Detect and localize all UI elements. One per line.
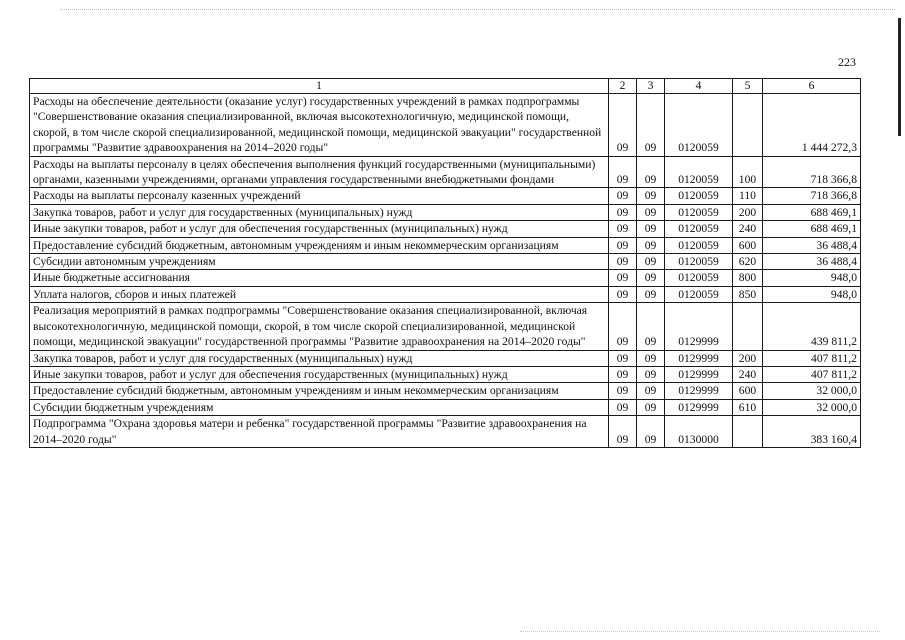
scan-artifact-bottom — [520, 631, 880, 632]
row-amount: 948,0 — [763, 270, 861, 286]
row-expense-type — [733, 303, 763, 350]
row-expense-type: 610 — [733, 399, 763, 415]
row-amount: 718 366,8 — [763, 156, 861, 188]
table-row — [30, 204, 861, 220]
scan-edge-mark — [898, 18, 901, 136]
row-name: Расходы на выплаты персоналу в целях обеспечения выполнения функций государственными (муниципальными) органами, казенными учреждениями, органами управления государственными внебюджетными фондами — [30, 156, 609, 188]
budget-table — [29, 78, 861, 448]
row-target-code: 0120059 — [665, 188, 733, 204]
row-target-code: 0129999 — [665, 303, 733, 350]
row-amount: 688 469,1 — [763, 204, 861, 220]
table-row — [30, 254, 861, 270]
table-row — [30, 188, 861, 204]
table-row — [30, 94, 861, 157]
row-target-code: 0120059 — [665, 156, 733, 188]
row-subsection: 09 — [637, 399, 665, 415]
row-subsection: 09 — [637, 254, 665, 270]
row-section: 09 — [609, 204, 637, 220]
row-amount: 948,0 — [763, 286, 861, 302]
row-name: Иные закупки товаров, работ и услуг для обеспечения государственных (муниципальных) нужд — [30, 221, 609, 237]
row-expense-type: 850 — [733, 286, 763, 302]
row-amount: 32 000,0 — [763, 383, 861, 399]
row-section: 09 — [609, 156, 637, 188]
table-row — [30, 286, 861, 302]
column-header: 5 — [733, 79, 763, 94]
row-section: 09 — [609, 188, 637, 204]
row-section: 09 — [609, 237, 637, 253]
row-name: Закупка товаров, работ и услуг для государственных (муниципальных) нужд — [30, 350, 609, 366]
row-expense-type: 240 — [733, 366, 763, 382]
row-section: 09 — [609, 254, 637, 270]
row-subsection: 09 — [637, 270, 665, 286]
row-expense-type: 110 — [733, 188, 763, 204]
column-header: 3 — [637, 79, 665, 94]
table-row — [30, 156, 861, 188]
row-expense-type — [733, 94, 763, 157]
table-row — [30, 237, 861, 253]
row-expense-type: 240 — [733, 221, 763, 237]
row-amount: 718 366,8 — [763, 188, 861, 204]
row-amount: 36 488,4 — [763, 237, 861, 253]
table-row — [30, 270, 861, 286]
row-expense-type: 200 — [733, 350, 763, 366]
row-subsection: 09 — [637, 383, 665, 399]
row-name: Иные бюджетные ассигнования — [30, 270, 609, 286]
column-header: 1 — [30, 79, 609, 94]
table-row — [30, 350, 861, 366]
row-expense-type: 620 — [733, 254, 763, 270]
row-target-code: 0130000 — [665, 416, 733, 448]
column-header: 4 — [665, 79, 733, 94]
table-row — [30, 303, 861, 350]
table-row — [30, 366, 861, 382]
table-row — [30, 221, 861, 237]
row-subsection: 09 — [637, 237, 665, 253]
row-name: Расходы на обеспечение деятельности (оказание услуг) государственных учреждений в рамках подпрограммы "Совершенствование оказания специализированной, включая высокотехнологичную, медицинской помощи, скорой, в том числе скорой специализированной, медицинской помощи, медицинской эвакуации" государственной программы "Развитие здравоохранения на 2014–2020 годы" — [30, 94, 609, 157]
column-header: 2 — [609, 79, 637, 94]
scan-artifact-top — [60, 9, 895, 10]
row-target-code: 0120059 — [665, 286, 733, 302]
row-name: Иные закупки товаров, работ и услуг для обеспечения государственных (муниципальных) нужд — [30, 366, 609, 382]
row-name: Предоставление субсидий бюджетным, автономным учреждениям и иным некоммерческим организациям — [30, 237, 609, 253]
row-amount: 383 160,4 — [763, 416, 861, 448]
row-target-code: 0120059 — [665, 237, 733, 253]
row-name: Подпрограмма "Охрана здоровья матери и ребенка" государственной программы "Развитие здравоохранения на 2014–2020 годы" — [30, 416, 609, 448]
row-name: Предоставление субсидий бюджетным, автономным учреждениям и иным некоммерческим организациям — [30, 383, 609, 399]
row-target-code: 0120059 — [665, 254, 733, 270]
row-name: Реализация мероприятий в рамках подпрограммы "Совершенствование оказания специализированной, включая высокотехнологичную, медицинской помощи, скорой, в том числе скорой специализированной, медицинской помощи, медицинской эвакуации" государственной программы "Развитие здравоохранения на 2014–2020 годы" — [30, 303, 609, 350]
row-target-code: 0129999 — [665, 399, 733, 415]
row-subsection: 09 — [637, 303, 665, 350]
table-row — [30, 399, 861, 415]
row-section: 09 — [609, 94, 637, 157]
column-header: 6 — [763, 79, 861, 94]
table-row — [30, 416, 861, 448]
row-target-code: 0120059 — [665, 270, 733, 286]
row-name: Субсидии автономным учреждениям — [30, 254, 609, 270]
table-header-row — [30, 79, 861, 94]
row-amount: 32 000,0 — [763, 399, 861, 415]
row-name: Уплата налогов, сборов и иных платежей — [30, 286, 609, 302]
row-section: 09 — [609, 286, 637, 302]
row-target-code: 0129999 — [665, 350, 733, 366]
row-amount: 688 469,1 — [763, 221, 861, 237]
row-amount: 439 811,2 — [763, 303, 861, 350]
row-subsection: 09 — [637, 188, 665, 204]
row-section: 09 — [609, 366, 637, 382]
row-name: Субсидии бюджетным учреждениям — [30, 399, 609, 415]
row-target-code: 0129999 — [665, 383, 733, 399]
row-subsection: 09 — [637, 416, 665, 448]
row-section: 09 — [609, 350, 637, 366]
row-amount: 407 811,2 — [763, 350, 861, 366]
row-name: Расходы на выплаты персоналу казенных учреждений — [30, 188, 609, 204]
row-target-code: 0120059 — [665, 204, 733, 220]
row-subsection: 09 — [637, 366, 665, 382]
row-target-code: 0120059 — [665, 221, 733, 237]
row-expense-type — [733, 416, 763, 448]
row-subsection: 09 — [637, 204, 665, 220]
row-section: 09 — [609, 221, 637, 237]
row-section: 09 — [609, 416, 637, 448]
row-section: 09 — [609, 270, 637, 286]
row-amount: 407 811,2 — [763, 366, 861, 382]
row-amount: 36 488,4 — [763, 254, 861, 270]
row-section: 09 — [609, 383, 637, 399]
row-expense-type: 600 — [733, 383, 763, 399]
row-subsection: 09 — [637, 94, 665, 157]
row-section: 09 — [609, 303, 637, 350]
row-subsection: 09 — [637, 350, 665, 366]
row-name: Закупка товаров, работ и услуг для государственных (муниципальных) нужд — [30, 204, 609, 220]
row-subsection: 09 — [637, 286, 665, 302]
row-expense-type: 100 — [733, 156, 763, 188]
row-expense-type: 800 — [733, 270, 763, 286]
row-subsection: 09 — [637, 156, 665, 188]
row-target-code: 0120059 — [665, 94, 733, 157]
row-amount: 1 444 272,3 — [763, 94, 861, 157]
row-section: 09 — [609, 399, 637, 415]
row-subsection: 09 — [637, 221, 665, 237]
page-number: 223 — [838, 55, 856, 69]
row-expense-type: 600 — [733, 237, 763, 253]
row-expense-type: 200 — [733, 204, 763, 220]
table-row — [30, 383, 861, 399]
row-target-code: 0129999 — [665, 366, 733, 382]
